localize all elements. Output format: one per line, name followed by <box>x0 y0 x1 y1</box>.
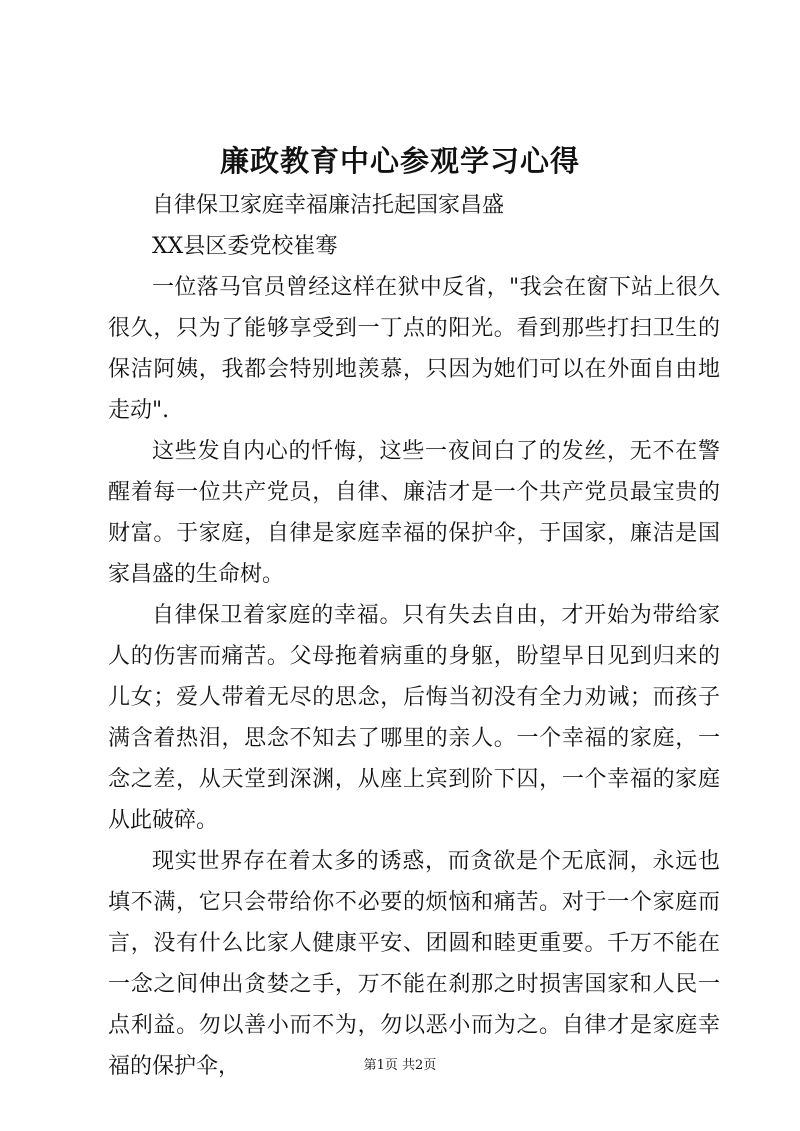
paragraph: 这些发自内心的忏悔，这些一夜间白了的发丝，无不在警醒着每一位共产党员，自律、廉洁才是一个共产党员最宝贵的财富。于家庭，自律是家庭幸福的保护伞，于国家，廉洁是国家昌盛的生命树。 <box>108 439 720 587</box>
author-line: XX县区委党校崔骞 <box>152 234 338 259</box>
page-title: 廉政教育中心参观学习心得 <box>219 144 580 178</box>
paragraph: 一位落马官员曾经这样在狱中反省，"我会在窗下站上很久很久，只为了能够享受到一丁点的阳光。看到那些打扫卫生的保洁阿姨，我都会特别地羡慕，只因为她们可以在外面自由地走动". <box>108 275 720 423</box>
document-body <box>108 185 720 1087</box>
paragraph: 自律保卫着家庭的幸福。只有失去自由，才开始为带给家人的伤害而痛苦。父母拖着病重的身躯，盼望早日见到归来的儿女；爱人带着无尽的思念，后悔当初没有全力劝诫；而孩子满含着热泪，思念不知去了哪里的亲人。一个幸福的家庭，一念之差，从天堂到深渊，从座上宾到阶下囚，一个幸福的家庭从此破碎。 <box>108 603 720 833</box>
paragraph: 现实世界存在着太多的诱惑，而贪欲是个无底洞，永远也填不满，它只会带给你不必要的烦恼和痛苦。对于一个家庭而言，没有什么比家人健康平安、团圆和睦更重要。千万不能在一念之间伸出贪婪之手，万不能在刹那之时损害国家和人民一点利益。勿以善小而不为，勿以恶小而为之。自律才是家庭幸福的保护伞， <box>108 849 720 1079</box>
page-footer: 第1页 共2页 <box>363 1058 437 1073</box>
subtitle: 自律保卫家庭幸福廉洁托起国家昌盛 <box>152 193 505 218</box>
